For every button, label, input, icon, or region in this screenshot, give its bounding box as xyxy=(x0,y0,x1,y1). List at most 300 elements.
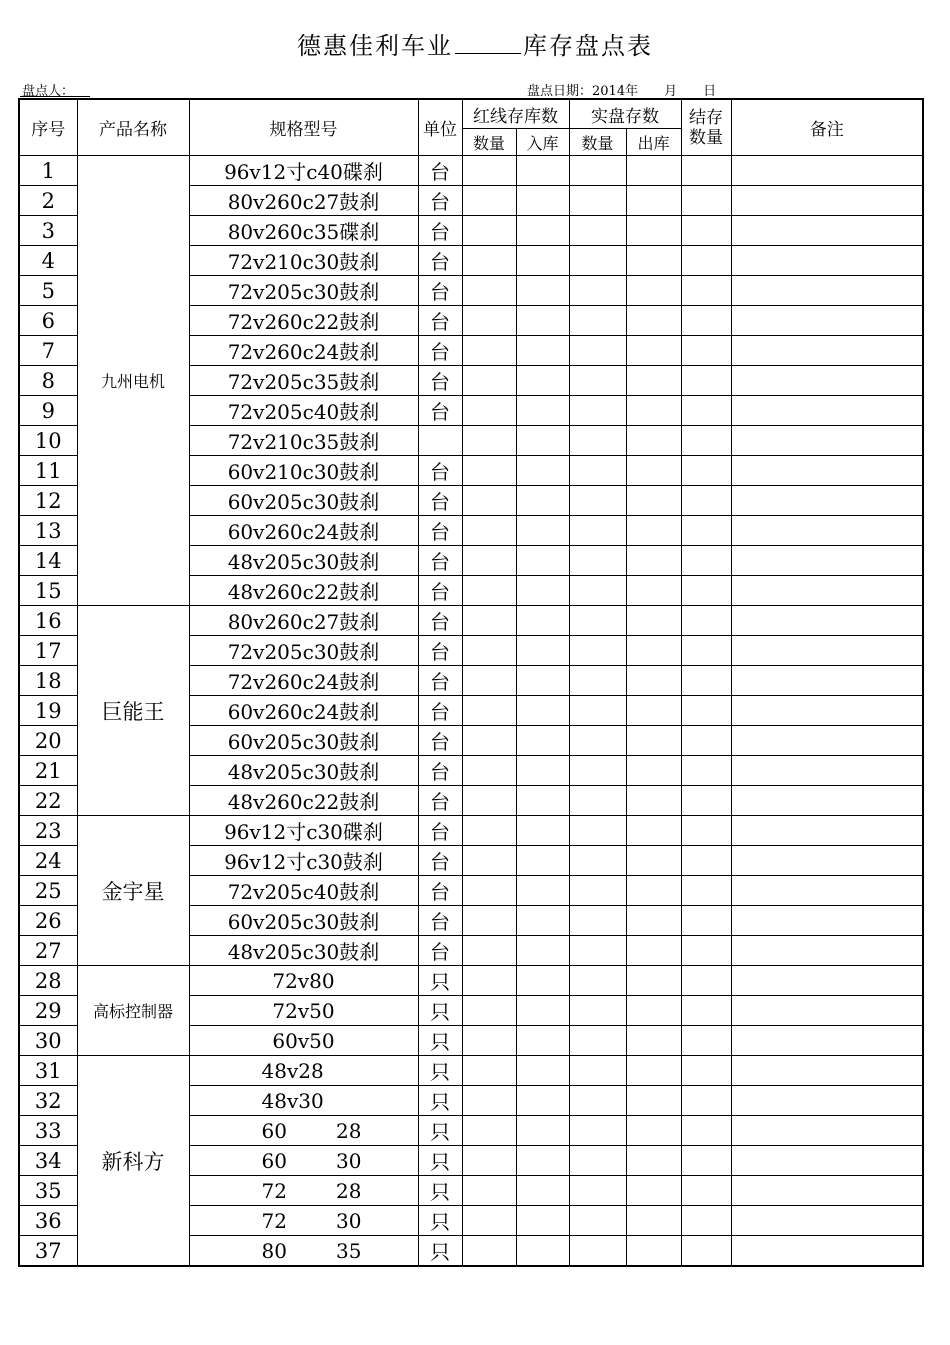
row-seq: 18 xyxy=(19,666,77,696)
cell-actual-qty[interactable] xyxy=(569,576,626,606)
cell-actual-out[interactable] xyxy=(626,1146,681,1176)
row-unit: 只 xyxy=(418,1086,462,1116)
cell-balance-qty[interactable] xyxy=(681,846,731,876)
cell-redline-qty[interactable] xyxy=(462,576,516,606)
cell-redline-in[interactable] xyxy=(516,246,569,276)
table-row xyxy=(19,816,923,846)
counter-underline xyxy=(20,96,90,97)
row-spec: 60 30 xyxy=(189,1146,418,1176)
cell-actual-qty[interactable] xyxy=(569,756,626,786)
cell-redline-qty[interactable] xyxy=(462,1206,516,1236)
cell-actual-out[interactable] xyxy=(626,906,681,936)
cell-actual-qty[interactable] xyxy=(569,426,626,456)
cell-redline-qty[interactable] xyxy=(462,246,516,276)
cell-redline-qty[interactable] xyxy=(462,816,516,846)
cell-remark[interactable] xyxy=(731,816,923,846)
cell-remark[interactable] xyxy=(731,1206,923,1236)
cell-balance-qty[interactable] xyxy=(681,606,731,636)
row-spec: 96v12寸c40碟刹 xyxy=(189,156,418,186)
cell-redline-qty[interactable] xyxy=(462,696,516,726)
row-spec: 60v260c24鼓刹 xyxy=(189,516,418,546)
cell-actual-out[interactable] xyxy=(626,966,681,996)
cell-redline-in[interactable] xyxy=(516,336,569,366)
cell-redline-in[interactable] xyxy=(516,1206,569,1236)
cell-redline-in[interactable] xyxy=(516,1056,569,1086)
cell-remark[interactable] xyxy=(731,906,923,936)
cell-actual-qty[interactable] xyxy=(569,336,626,366)
cell-balance-qty[interactable] xyxy=(681,576,731,606)
row-spec: 72v205c40鼓刹 xyxy=(189,396,418,426)
cell-balance-qty[interactable] xyxy=(681,366,731,396)
cell-actual-qty[interactable] xyxy=(569,306,626,336)
cell-redline-in[interactable] xyxy=(516,396,569,426)
cell-actual-qty[interactable] xyxy=(569,1056,626,1086)
cell-remark[interactable] xyxy=(731,696,923,726)
cell-balance-qty[interactable] xyxy=(681,276,731,306)
row-unit: 台 xyxy=(418,486,462,516)
cell-remark[interactable] xyxy=(731,516,923,546)
cell-actual-out[interactable] xyxy=(626,156,681,186)
cell-actual-out[interactable] xyxy=(626,516,681,546)
cell-redline-in[interactable] xyxy=(516,1146,569,1176)
date-year: 2014年 xyxy=(592,84,639,99)
cell-balance-qty[interactable] xyxy=(681,696,731,726)
cell-redline-qty[interactable] xyxy=(462,276,516,306)
cell-actual-qty[interactable] xyxy=(569,1206,626,1236)
cell-balance-qty[interactable] xyxy=(681,666,731,696)
cell-balance-qty[interactable] xyxy=(681,1236,731,1267)
cell-redline-in[interactable] xyxy=(516,666,569,696)
cell-redline-in[interactable] xyxy=(516,1176,569,1206)
row-unit: 台 xyxy=(418,666,462,696)
row-spec: 72 28 xyxy=(189,1176,418,1206)
cell-redline-in[interactable] xyxy=(516,726,569,756)
cell-redline-qty[interactable] xyxy=(462,966,516,996)
cell-actual-qty[interactable] xyxy=(569,936,626,966)
cell-redline-qty[interactable] xyxy=(462,786,516,816)
row-spec: 72v260c24鼓刹 xyxy=(189,666,418,696)
cell-actual-out[interactable] xyxy=(626,846,681,876)
cell-actual-out[interactable] xyxy=(626,576,681,606)
cell-redline-qty[interactable] xyxy=(462,1026,516,1056)
header-balance-line2: 数量 xyxy=(689,127,723,148)
cell-remark[interactable] xyxy=(731,306,923,336)
row-spec: 72 30 xyxy=(189,1206,418,1236)
row-unit: 台 xyxy=(418,876,462,906)
cell-actual-out[interactable] xyxy=(626,606,681,636)
row-spec: 72v205c30鼓刹 xyxy=(189,276,418,306)
cell-actual-qty[interactable] xyxy=(569,1236,626,1267)
row-seq: 20 xyxy=(19,726,77,756)
cell-actual-out[interactable] xyxy=(626,696,681,726)
cell-redline-qty[interactable] xyxy=(462,996,516,1026)
cell-redline-in[interactable] xyxy=(516,756,569,786)
cell-remark[interactable] xyxy=(731,1236,923,1267)
cell-redline-in[interactable] xyxy=(516,846,569,876)
row-spec: 72v260c24鼓刹 xyxy=(189,336,418,366)
cell-actual-out[interactable] xyxy=(626,936,681,966)
cell-redline-qty[interactable] xyxy=(462,1146,516,1176)
cell-actual-qty[interactable] xyxy=(569,516,626,546)
row-spec: 60v205c30鼓刹 xyxy=(189,726,418,756)
cell-redline-qty[interactable] xyxy=(462,546,516,576)
cell-actual-qty[interactable] xyxy=(569,846,626,876)
cell-remark[interactable] xyxy=(731,996,923,1026)
cell-remark[interactable] xyxy=(731,966,923,996)
cell-balance-qty[interactable] xyxy=(681,636,731,666)
cell-actual-qty[interactable] xyxy=(569,636,626,666)
count-date xyxy=(527,80,716,99)
cell-redline-qty[interactable] xyxy=(462,216,516,246)
cell-remark[interactable] xyxy=(731,846,923,876)
cell-actual-out[interactable] xyxy=(626,456,681,486)
row-unit: 只 xyxy=(418,966,462,996)
cell-remark[interactable] xyxy=(731,1026,923,1056)
row-spec: 80v260c27鼓刹 xyxy=(189,186,418,216)
cell-actual-out[interactable] xyxy=(626,1236,681,1267)
cell-redline-qty[interactable] xyxy=(462,666,516,696)
product-group-name: 新科方 xyxy=(77,1056,189,1267)
cell-balance-qty[interactable] xyxy=(681,1116,731,1146)
cell-remark[interactable] xyxy=(731,936,923,966)
cell-actual-qty[interactable] xyxy=(569,1146,626,1176)
cell-redline-qty[interactable] xyxy=(462,1236,516,1267)
cell-actual-out[interactable] xyxy=(626,1056,681,1086)
row-seq: 22 xyxy=(19,786,77,816)
cell-balance-qty[interactable] xyxy=(681,756,731,786)
cell-remark[interactable] xyxy=(731,486,923,516)
cell-actual-out[interactable] xyxy=(626,246,681,276)
cell-redline-qty[interactable] xyxy=(462,456,516,486)
cell-redline-in[interactable] xyxy=(516,996,569,1026)
cell-balance-qty[interactable] xyxy=(681,1056,731,1086)
row-seq: 26 xyxy=(19,906,77,936)
row-seq: 8 xyxy=(19,366,77,396)
cell-redline-in[interactable] xyxy=(516,576,569,606)
cell-redline-in[interactable] xyxy=(516,1116,569,1146)
table-row xyxy=(19,156,923,186)
cell-actual-qty[interactable] xyxy=(569,606,626,636)
cell-actual-out[interactable] xyxy=(626,276,681,306)
cell-redline-qty[interactable] xyxy=(462,306,516,336)
cell-actual-qty[interactable] xyxy=(569,816,626,846)
cell-balance-qty[interactable] xyxy=(681,426,731,456)
cell-balance-qty[interactable] xyxy=(681,336,731,366)
row-unit: 台 xyxy=(418,156,462,186)
cell-balance-qty[interactable] xyxy=(681,1206,731,1236)
cell-remark[interactable] xyxy=(731,606,923,636)
cell-balance-qty[interactable] xyxy=(681,396,731,426)
cell-redline-qty[interactable] xyxy=(462,366,516,396)
row-seq: 7 xyxy=(19,336,77,366)
cell-redline-in[interactable] xyxy=(516,606,569,636)
cell-actual-out[interactable] xyxy=(626,996,681,1026)
cell-redline-in[interactable] xyxy=(516,216,569,246)
cell-redline-qty[interactable] xyxy=(462,1176,516,1206)
cell-actual-out[interactable] xyxy=(626,216,681,246)
cell-remark[interactable] xyxy=(731,246,923,276)
cell-actual-out[interactable] xyxy=(626,726,681,756)
cell-redline-in[interactable] xyxy=(516,486,569,516)
row-unit: 台 xyxy=(418,786,462,816)
row-seq: 2 xyxy=(19,186,77,216)
cell-actual-qty[interactable] xyxy=(569,966,626,996)
cell-remark[interactable] xyxy=(731,786,923,816)
row-spec: 48v260c22鼓刹 xyxy=(189,576,418,606)
header-remark: 备注 xyxy=(731,99,923,156)
cell-actual-out[interactable] xyxy=(626,636,681,666)
cell-balance-qty[interactable] xyxy=(681,876,731,906)
cell-actual-qty[interactable] xyxy=(569,1026,626,1056)
row-unit: 台 xyxy=(418,756,462,786)
row-unit: 台 xyxy=(418,216,462,246)
cell-balance-qty[interactable] xyxy=(681,546,731,576)
row-seq: 28 xyxy=(19,966,77,996)
cell-actual-qty[interactable] xyxy=(569,486,626,516)
cell-actual-qty[interactable] xyxy=(569,876,626,906)
cell-actual-qty[interactable] xyxy=(569,366,626,396)
cell-balance-qty[interactable] xyxy=(681,456,731,486)
cell-actual-qty[interactable] xyxy=(569,906,626,936)
cell-redline-qty[interactable] xyxy=(462,336,516,366)
cell-actual-out[interactable] xyxy=(626,366,681,396)
title-blank-line xyxy=(455,31,521,54)
cell-balance-qty[interactable] xyxy=(681,1026,731,1056)
cell-actual-qty[interactable] xyxy=(569,1176,626,1206)
cell-actual-out[interactable] xyxy=(626,786,681,816)
cell-actual-qty[interactable] xyxy=(569,216,626,246)
cell-redline-in[interactable] xyxy=(516,1086,569,1116)
cell-redline-qty[interactable] xyxy=(462,756,516,786)
row-unit: 只 xyxy=(418,1026,462,1056)
row-spec: 60v50 xyxy=(189,1026,418,1056)
cell-redline-in[interactable] xyxy=(516,426,569,456)
cell-redline-in[interactable] xyxy=(516,366,569,396)
row-seq: 29 xyxy=(19,996,77,1026)
cell-redline-qty[interactable] xyxy=(462,1116,516,1146)
cell-remark[interactable] xyxy=(731,876,923,906)
cell-redline-in[interactable] xyxy=(516,306,569,336)
row-spec: 96v12寸c30碟刹 xyxy=(189,816,418,846)
cell-balance-qty[interactable] xyxy=(681,216,731,246)
cell-redline-in[interactable] xyxy=(516,1026,569,1056)
cell-balance-qty[interactable] xyxy=(681,486,731,516)
row-unit: 台 xyxy=(418,396,462,426)
cell-actual-qty[interactable] xyxy=(569,1116,626,1146)
cell-redline-in[interactable] xyxy=(516,696,569,726)
cell-actual-out[interactable] xyxy=(626,1116,681,1146)
cell-balance-qty[interactable] xyxy=(681,246,731,276)
row-unit: 台 xyxy=(418,606,462,636)
cell-actual-out[interactable] xyxy=(626,816,681,846)
cell-redline-in[interactable] xyxy=(516,636,569,666)
cell-actual-out[interactable] xyxy=(626,336,681,366)
cell-remark[interactable] xyxy=(731,546,923,576)
row-spec: 48v205c30鼓刹 xyxy=(189,546,418,576)
cell-redline-qty[interactable] xyxy=(462,1086,516,1116)
row-spec: 72v210c30鼓刹 xyxy=(189,246,418,276)
cell-actual-out[interactable] xyxy=(626,1206,681,1236)
cell-remark[interactable] xyxy=(731,366,923,396)
row-seq: 6 xyxy=(19,306,77,336)
row-seq: 11 xyxy=(19,456,77,486)
cell-remark[interactable] xyxy=(731,636,923,666)
cell-balance-qty[interactable] xyxy=(681,306,731,336)
cell-redline-qty[interactable] xyxy=(462,516,516,546)
cell-remark[interactable] xyxy=(731,186,923,216)
cell-actual-qty[interactable] xyxy=(569,456,626,486)
cell-redline-in[interactable] xyxy=(516,966,569,996)
row-spec: 80v260c35碟刹 xyxy=(189,216,418,246)
date-label: 盘点日期： xyxy=(527,84,593,99)
cell-redline-in[interactable] xyxy=(516,1236,569,1267)
cell-balance-qty[interactable] xyxy=(681,816,731,846)
cell-actual-out[interactable] xyxy=(626,546,681,576)
row-unit: 台 xyxy=(418,456,462,486)
cell-balance-qty[interactable] xyxy=(681,1176,731,1206)
cell-actual-out[interactable] xyxy=(626,756,681,786)
cell-redline-in[interactable] xyxy=(516,876,569,906)
cell-actual-qty[interactable] xyxy=(569,276,626,306)
row-spec: 48v260c22鼓刹 xyxy=(189,786,418,816)
row-spec: 72v260c22鼓刹 xyxy=(189,306,418,336)
cell-actual-out[interactable] xyxy=(626,186,681,216)
row-seq: 12 xyxy=(19,486,77,516)
row-seq: 32 xyxy=(19,1086,77,1116)
cell-redline-qty[interactable] xyxy=(462,486,516,516)
cell-redline-qty[interactable] xyxy=(462,156,516,186)
cell-balance-qty[interactable] xyxy=(681,966,731,996)
cell-balance-qty[interactable] xyxy=(681,786,731,816)
cell-actual-out[interactable] xyxy=(626,666,681,696)
row-unit: 只 xyxy=(418,1146,462,1176)
cell-remark[interactable] xyxy=(731,216,923,246)
cell-redline-in[interactable] xyxy=(516,456,569,486)
cell-remark[interactable] xyxy=(731,396,923,426)
header-redline: 红线存库数 xyxy=(462,99,569,129)
cell-redline-qty[interactable] xyxy=(462,1056,516,1086)
cell-balance-qty[interactable] xyxy=(681,1086,731,1116)
cell-remark[interactable] xyxy=(731,156,923,186)
cell-redline-qty[interactable] xyxy=(462,396,516,426)
cell-remark[interactable] xyxy=(731,456,923,486)
cell-balance-qty[interactable] xyxy=(681,996,731,1026)
row-spec: 80 35 xyxy=(189,1236,418,1267)
cell-actual-qty[interactable] xyxy=(569,186,626,216)
cell-redline-qty[interactable] xyxy=(462,876,516,906)
header-unit: 单位 xyxy=(418,99,462,156)
cell-redline-qty[interactable] xyxy=(462,726,516,756)
cell-actual-out[interactable] xyxy=(626,1026,681,1056)
date-day: 日 xyxy=(703,84,717,99)
cell-actual-out[interactable] xyxy=(626,486,681,516)
cell-actual-qty[interactable] xyxy=(569,696,626,726)
cell-redline-in[interactable] xyxy=(516,546,569,576)
title-company: 德惠佳利车业 xyxy=(297,32,453,60)
inventory-table xyxy=(18,98,924,1267)
cell-balance-qty[interactable] xyxy=(681,906,731,936)
cell-redline-qty[interactable] xyxy=(462,936,516,966)
row-spec: 72v205c30鼓刹 xyxy=(189,636,418,666)
cell-redline-qty[interactable] xyxy=(462,426,516,456)
cell-redline-qty[interactable] xyxy=(462,636,516,666)
cell-remark[interactable] xyxy=(731,1146,923,1176)
cell-redline-qty[interactable] xyxy=(462,606,516,636)
row-seq: 23 xyxy=(19,816,77,846)
cell-redline-qty[interactable] xyxy=(462,846,516,876)
row-seq: 30 xyxy=(19,1026,77,1056)
cell-actual-qty[interactable] xyxy=(569,546,626,576)
cell-balance-qty[interactable] xyxy=(681,936,731,966)
row-unit: 只 xyxy=(418,1236,462,1267)
cell-actual-out[interactable] xyxy=(626,1176,681,1206)
cell-actual-qty[interactable] xyxy=(569,996,626,1026)
row-unit xyxy=(418,426,462,456)
cell-actual-out[interactable] xyxy=(626,876,681,906)
cell-redline-in[interactable] xyxy=(516,516,569,546)
cell-redline-in[interactable] xyxy=(516,816,569,846)
cell-redline-qty[interactable] xyxy=(462,906,516,936)
header-redline-in: 入库 xyxy=(516,129,569,156)
cell-balance-qty[interactable] xyxy=(681,1146,731,1176)
cell-actual-qty[interactable] xyxy=(569,156,626,186)
cell-remark[interactable] xyxy=(731,666,923,696)
cell-balance-qty[interactable] xyxy=(681,516,731,546)
cell-balance-qty[interactable] xyxy=(681,726,731,756)
cell-actual-out[interactable] xyxy=(626,306,681,336)
header-balance-line1: 结存 xyxy=(689,107,723,128)
cell-actual-qty[interactable] xyxy=(569,246,626,276)
cell-redline-in[interactable] xyxy=(516,156,569,186)
cell-actual-qty[interactable] xyxy=(569,786,626,816)
cell-redline-in[interactable] xyxy=(516,786,569,816)
cell-actual-qty[interactable] xyxy=(569,1086,626,1116)
cell-redline-qty[interactable] xyxy=(462,186,516,216)
cell-remark[interactable] xyxy=(731,426,923,456)
row-seq: 31 xyxy=(19,1056,77,1086)
cell-balance-qty[interactable] xyxy=(681,156,731,186)
table-row xyxy=(19,966,923,996)
cell-redline-in[interactable] xyxy=(516,936,569,966)
cell-redline-in[interactable] xyxy=(516,906,569,936)
cell-actual-out[interactable] xyxy=(626,396,681,426)
row-seq: 10 xyxy=(19,426,77,456)
cell-actual-qty[interactable] xyxy=(569,666,626,696)
cell-remark[interactable] xyxy=(731,576,923,606)
row-seq: 33 xyxy=(19,1116,77,1146)
cell-actual-qty[interactable] xyxy=(569,726,626,756)
cell-remark[interactable] xyxy=(731,1056,923,1086)
cell-remark[interactable] xyxy=(731,726,923,756)
cell-actual-qty[interactable] xyxy=(569,396,626,426)
cell-remark[interactable] xyxy=(731,276,923,306)
cell-balance-qty[interactable] xyxy=(681,186,731,216)
cell-remark[interactable] xyxy=(731,1176,923,1206)
cell-redline-in[interactable] xyxy=(516,186,569,216)
cell-remark[interactable] xyxy=(731,756,923,786)
row-unit: 台 xyxy=(418,276,462,306)
header-actual-out: 出库 xyxy=(626,129,681,156)
row-spec: 72v205c35鼓刹 xyxy=(189,366,418,396)
cell-remark[interactable] xyxy=(731,1116,923,1146)
cell-actual-out[interactable] xyxy=(626,426,681,456)
row-spec: 60v260c24鼓刹 xyxy=(189,696,418,726)
cell-actual-out[interactable] xyxy=(626,1086,681,1116)
cell-remark[interactable] xyxy=(731,336,923,366)
row-seq: 27 xyxy=(19,936,77,966)
cell-remark[interactable] xyxy=(731,1086,923,1116)
cell-redline-in[interactable] xyxy=(516,276,569,306)
